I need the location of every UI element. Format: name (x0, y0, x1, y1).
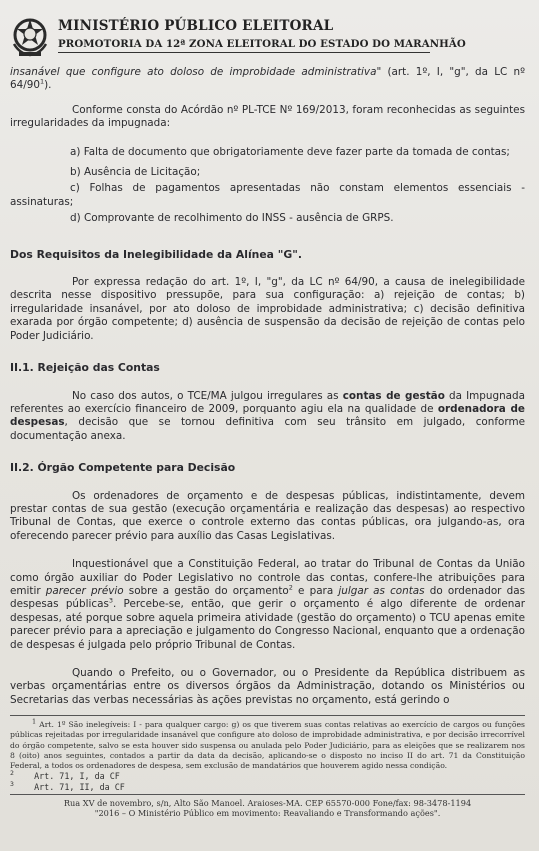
prefeito-paragraph: Quando o Prefeito, ou o Governador, ou o Presidente da República distribuem as verbas orçamentárias entre os diversos órgãos da Administração, dotando os Ministérios ou Secretarias das verbas necessárias às ações previstas no orçamento, está gerindo o (10, 667, 525, 706)
footnote-ref-2: 2 (288, 583, 293, 592)
rejeicao-text-1: No caso dos autos, o TCE/MA julgou irregulares as (72, 389, 343, 402)
constituicao-paragraph (10, 558, 525, 652)
intro-quote: insanável que configure ato doloso de improbidade administrativa" (10, 66, 382, 78)
footnote-mark-2: 2 (10, 769, 14, 778)
section-heading-rejeicao: II.1. Rejeição das Contas (10, 361, 160, 375)
const-italic-1: parecer prévio (45, 584, 124, 597)
irregularities-list (10, 146, 525, 226)
footer (10, 798, 525, 819)
list-item: b) Ausência de Licitação; (70, 166, 201, 179)
header-divider (58, 52, 430, 53)
section-heading-orgao: II.2. Órgão Competente para Decisão (10, 461, 236, 475)
const-italic-2: julgar as contas (338, 584, 425, 597)
rejeicao-paragraph (10, 390, 525, 444)
list-item: a) Falta de documento que obrigatoriamente deve fazer parte da tomada de contas; (70, 145, 510, 158)
const-text-2: sobre a gestão do orçamento (123, 584, 289, 597)
acordao-paragraph: Conforme consta do Acórdão nº PL-TCE Nº 169/2013, foram reconhecidas as seguintes irregularidades da impugnada: (10, 103, 525, 130)
const-text-1: Inquestionável que a Constituição Federal, ao tratar do Tribunal de Contas da União como órgão auxiliar do Poder Legislativo no controle das contas, confere-lhe atribuições para emitir (10, 558, 525, 597)
intro-citation: (art. 1º, I, "g", da LC nº 64/90 (10, 66, 525, 92)
footnote-3 (10, 779, 525, 792)
intro-paragraph (10, 66, 525, 93)
footer-divider (10, 794, 525, 795)
footnote-3-text: Art. 71, II, da CF (34, 781, 125, 792)
list-item: c) Folhas de pagamentos apresentadas não constam elementos essenciais - assinaturas; (10, 182, 525, 208)
promotoria-title: PROMOTORIA DA 12ª ZONA ELEITORAL DO ESTADO DO MARANHÃO (58, 38, 466, 50)
document-body (10, 66, 525, 707)
footnote-1-text: Art. 1º São inelegíveis: I - para qualquer cargo: g) os que tiverem suas contas relativas ao exercício de cargos ou funções públicas rejeitadas por irregularidade insanável que configure ato doloso de improbidade administrativa, e por decisão irrecorrível do órgão competente, salvo se esta houver sido suspensa ou anulada pelo Poder Judiciário, para as eleições que se realizarem nos 8 (oito) anos seguintes, contados a partir da data da decisão, aplicando-se o disposto no inciso II do art. 71 da Constituição Federal, a todos os ordenadores de despesa, sem exclusão de mandatários que houverem agido nessa condição. (10, 720, 525, 771)
footnote-mark-1: 1 (32, 717, 37, 726)
ordenadores-paragraph: Os ordenadores de orçamento e de despesas públicas, indistintamente, devem prestar contas de sua gestão (execução orçamentária e realização das despesas) ao respectivo Tribunal de Contas, que exerce o controle externo das contas públicas, ora julgando-as, ora oferecendo parecer prévio para auxílio das Casas Legislativas. (10, 489, 525, 542)
const-text-5: . Percebe-se, então, que gerir o orçamento é algo diferente de ordenar despesas, até porque sobre aquela primeira atividade (gestão do orçamento) o TCU apenas emite parecer prévio para a apreciação e julgamento do Congresso Nacional, enquanto que a ordenação de despesas é julgada pelo próprio Tribunal de Contas. (10, 598, 525, 651)
const-text-4: do ordenador das despesas públicas (10, 584, 525, 611)
footer-slogan: "2016 – O Ministério Público em movimento: Reavaliando e Transformando ações". (94, 808, 441, 819)
rejeicao-bold-2: ordenadora de despesas (10, 402, 525, 429)
footnotes (10, 715, 525, 792)
rejeicao-text-3: , decisão que se tornou definitiva com seu trânsito em julgado, conforme documentação anexa. (10, 416, 525, 442)
footnote-2-text: Art. 71, I, da CF (34, 771, 120, 782)
footnote-1 (10, 717, 525, 771)
section-heading-requisitos: Dos Requisitos da Inelegibilidade da Alínea "G". (10, 247, 302, 261)
footnote-ref-1: 1 (39, 77, 45, 86)
const-text-3: e para (292, 584, 339, 597)
rejeicao-bold-1: contas de gestão (342, 389, 445, 402)
intro-end: ). (44, 79, 52, 92)
requisitos-paragraph: Por expressa redação do art. 1º, I, "g", da LC nº 64/90, a causa de inelegibilidade descrita nesse dispositivo pressupõe, para sua configuração: a) rejeição de contas; b) irregularidade insanável, por ato doloso de improbidade administrativa; c) decisão definitiva exarada por órgão competente; d) ausência de suspensão da decisão de rejeição de contas pelo Poder Judiciário. (10, 276, 525, 342)
ministry-title: MINISTÉRIO PÚBLICO ELEITORAL (58, 18, 334, 34)
footnote-2 (10, 771, 525, 781)
list-item: d) Comprovante de recolhimento do INSS - ausência de GRPS. (70, 212, 394, 225)
letterhead (10, 0, 525, 66)
footnote-mark-3: 3 (10, 779, 14, 788)
footer-address: Rua XV de novembro, s/n, Alto São Manoel. Araioses-MA. CEP 65570-000 Fone/fax: 98-3478-1194 (63, 798, 472, 809)
footnote-ref-3: 3 (108, 596, 114, 605)
brazil-coat-of-arms-icon (10, 16, 50, 58)
rejeicao-text-2: da Impugnada referentes ao exercício financeiro de 2009, porquanto agiu ela na qualidade de (10, 389, 525, 415)
